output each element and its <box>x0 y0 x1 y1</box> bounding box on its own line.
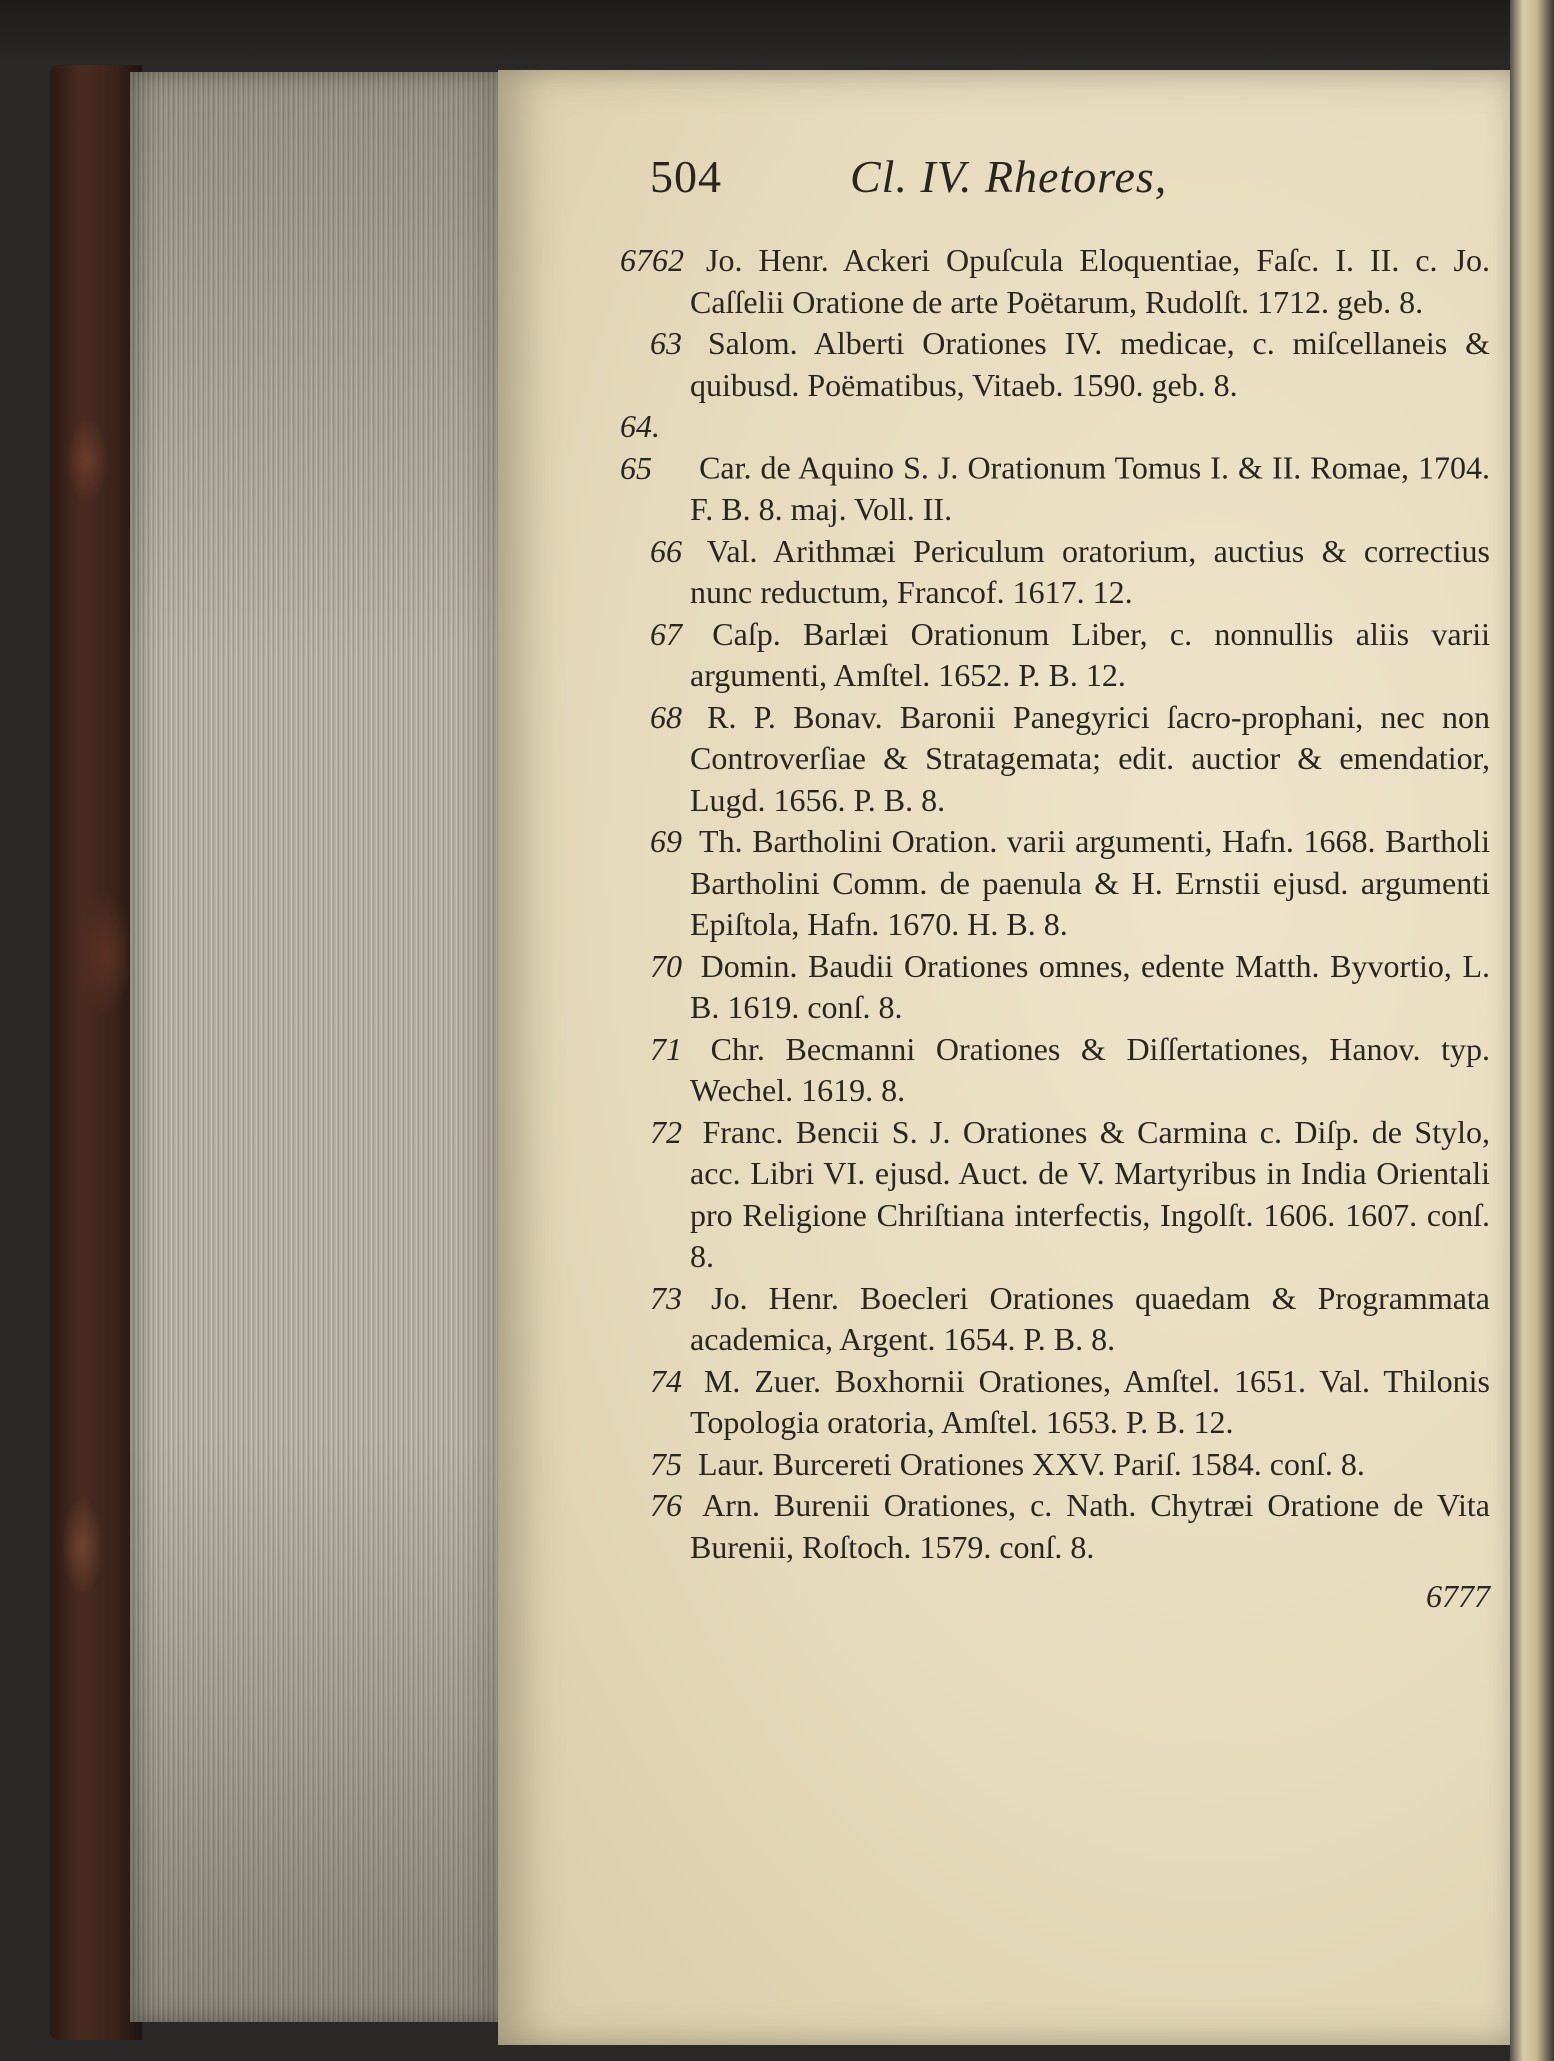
entry-number: 71 <box>650 1030 682 1067</box>
catalog-entry <box>650 614 1491 697</box>
entry-text: Arn. Burenii Orationes, c. Nath. Chytræi Oratione de Vita Burenii, Roſtoch. 1579. conſ. 8. <box>690 1487 1491 1565</box>
catalog-entry <box>650 1029 1491 1112</box>
catalog-entry <box>650 946 1491 1029</box>
page-number: 504 <box>650 151 722 202</box>
background-top <box>0 0 1554 70</box>
entry-number: 76 <box>650 1487 682 1523</box>
entry-number: 63 <box>650 325 682 361</box>
entry-number: 64. 65 <box>620 408 660 486</box>
section-title: Cl. IV. Rhetores, <box>850 151 1168 202</box>
page-text <box>620 150 1491 1615</box>
entry-text: Car. de Aquino S. J. Orationum Tomus I. & II. Romae, 1704. F. B. 8. maj. Voll. II. <box>690 449 1491 527</box>
entry-number: 6762 <box>620 242 684 278</box>
entry-number: 75 <box>650 1445 682 1482</box>
entry-text: M. Zuer. Boxhornii Orationes, Amſtel. 1651. Val. Thilonis Topologia oratoria, Amſtel. 1653. P. B. 12. <box>690 1362 1491 1440</box>
catalog-entry <box>620 406 1491 531</box>
entry-text: Salom. Alberti Orationes IV. medicae, c. miſcellaneis & quibusd. Poëmatibus, Vitaeb. 1590. geb. 8. <box>690 325 1490 403</box>
catalog-entry <box>650 531 1491 614</box>
entry-number: 68 <box>650 698 682 735</box>
catalog-entry <box>650 697 1491 822</box>
marbled-cover <box>50 65 142 2040</box>
entry-text: R. P. Bonav. Baronii Panegyrici ſacro-prophani, nec non Controverſiae & Stratagemata; edit. auctior & emendatior, Lugd. 1656. P. B. 8. <box>690 698 1491 818</box>
catalog-entry <box>650 1361 1491 1444</box>
next-page-edge <box>1510 0 1554 2061</box>
running-head <box>650 150 1490 220</box>
entry-text: Jo. Henr. Ackeri Opuſcula Eloquentiae, Faſc. I. II. c. Jo. Caſſelii Oratione de arte Poëtarum, Rudolſt. 1712. geb. 8. <box>690 242 1491 320</box>
entry-text: Caſp. Barlæi Orationum Liber, c. nonnullis aliis varii argumenti, Amſtel. 1652. P. B. 12. <box>690 615 1491 693</box>
entry-number: 74 <box>650 1362 682 1399</box>
entry-text: Laur. Burcereti Orationes XXV. Pariſ. 1584. conſ. 8. <box>698 1445 1365 1482</box>
catchword: 6777 <box>1426 1578 1490 1614</box>
catalog-entry <box>650 1112 1491 1278</box>
entry-number: 70 <box>650 947 682 984</box>
page-edges-shade <box>130 72 505 2022</box>
entry-text: Th. Bartholini Oration. varii argumenti, Hafn. 1668. Bartholi Bartholini Comm. de paenula & H. Ernstii ejusd. argumenti Epiſtola, Hafn. 1670. H. B. 8. <box>690 823 1490 942</box>
entry-number: 67 <box>650 615 682 652</box>
entry-text: Jo. Henr. Boecleri Orationes quaedam & Programmata academica, Argent. 1654. P. B. 8. <box>690 1279 1490 1357</box>
entry-text: Domin. Baudii Orationes omnes, edente Matth. Byvortio, L. B. 1619. conſ. 8. <box>690 947 1491 1025</box>
catalog-entry <box>650 1485 1491 1568</box>
catalog-entry <box>620 240 1491 323</box>
entry-number: 73 <box>650 1279 682 1316</box>
entry-text: Chr. Becmanni Orationes & Diſſertationes, Hanov. typ. Wechel. 1619. 8. <box>690 1030 1491 1108</box>
catalog-entry <box>650 821 1490 946</box>
catalog-entry <box>650 1444 1490 1486</box>
entry-number: 72 <box>650 1113 682 1150</box>
entry-text: Val. Arithmæi Periculum oratorium, auctius & correctius nunc reductum, Francof. 1617. 12. <box>690 532 1491 610</box>
catalog-entry <box>650 323 1490 406</box>
entry-number: 66 <box>650 532 682 569</box>
catalog-entry <box>650 1278 1490 1361</box>
entry-text: Franc. Bencii S. J. Orationes & Carmina c. Diſp. de Stylo, acc. Libri VI. ejusd. Auct. de V. Martyribus in India Orientali pro Religione Chriſtiana interfectis, Ingolſt. 1606. 1607. conſ. 8. <box>690 1113 1491 1274</box>
entry-number: 69 <box>650 823 682 859</box>
